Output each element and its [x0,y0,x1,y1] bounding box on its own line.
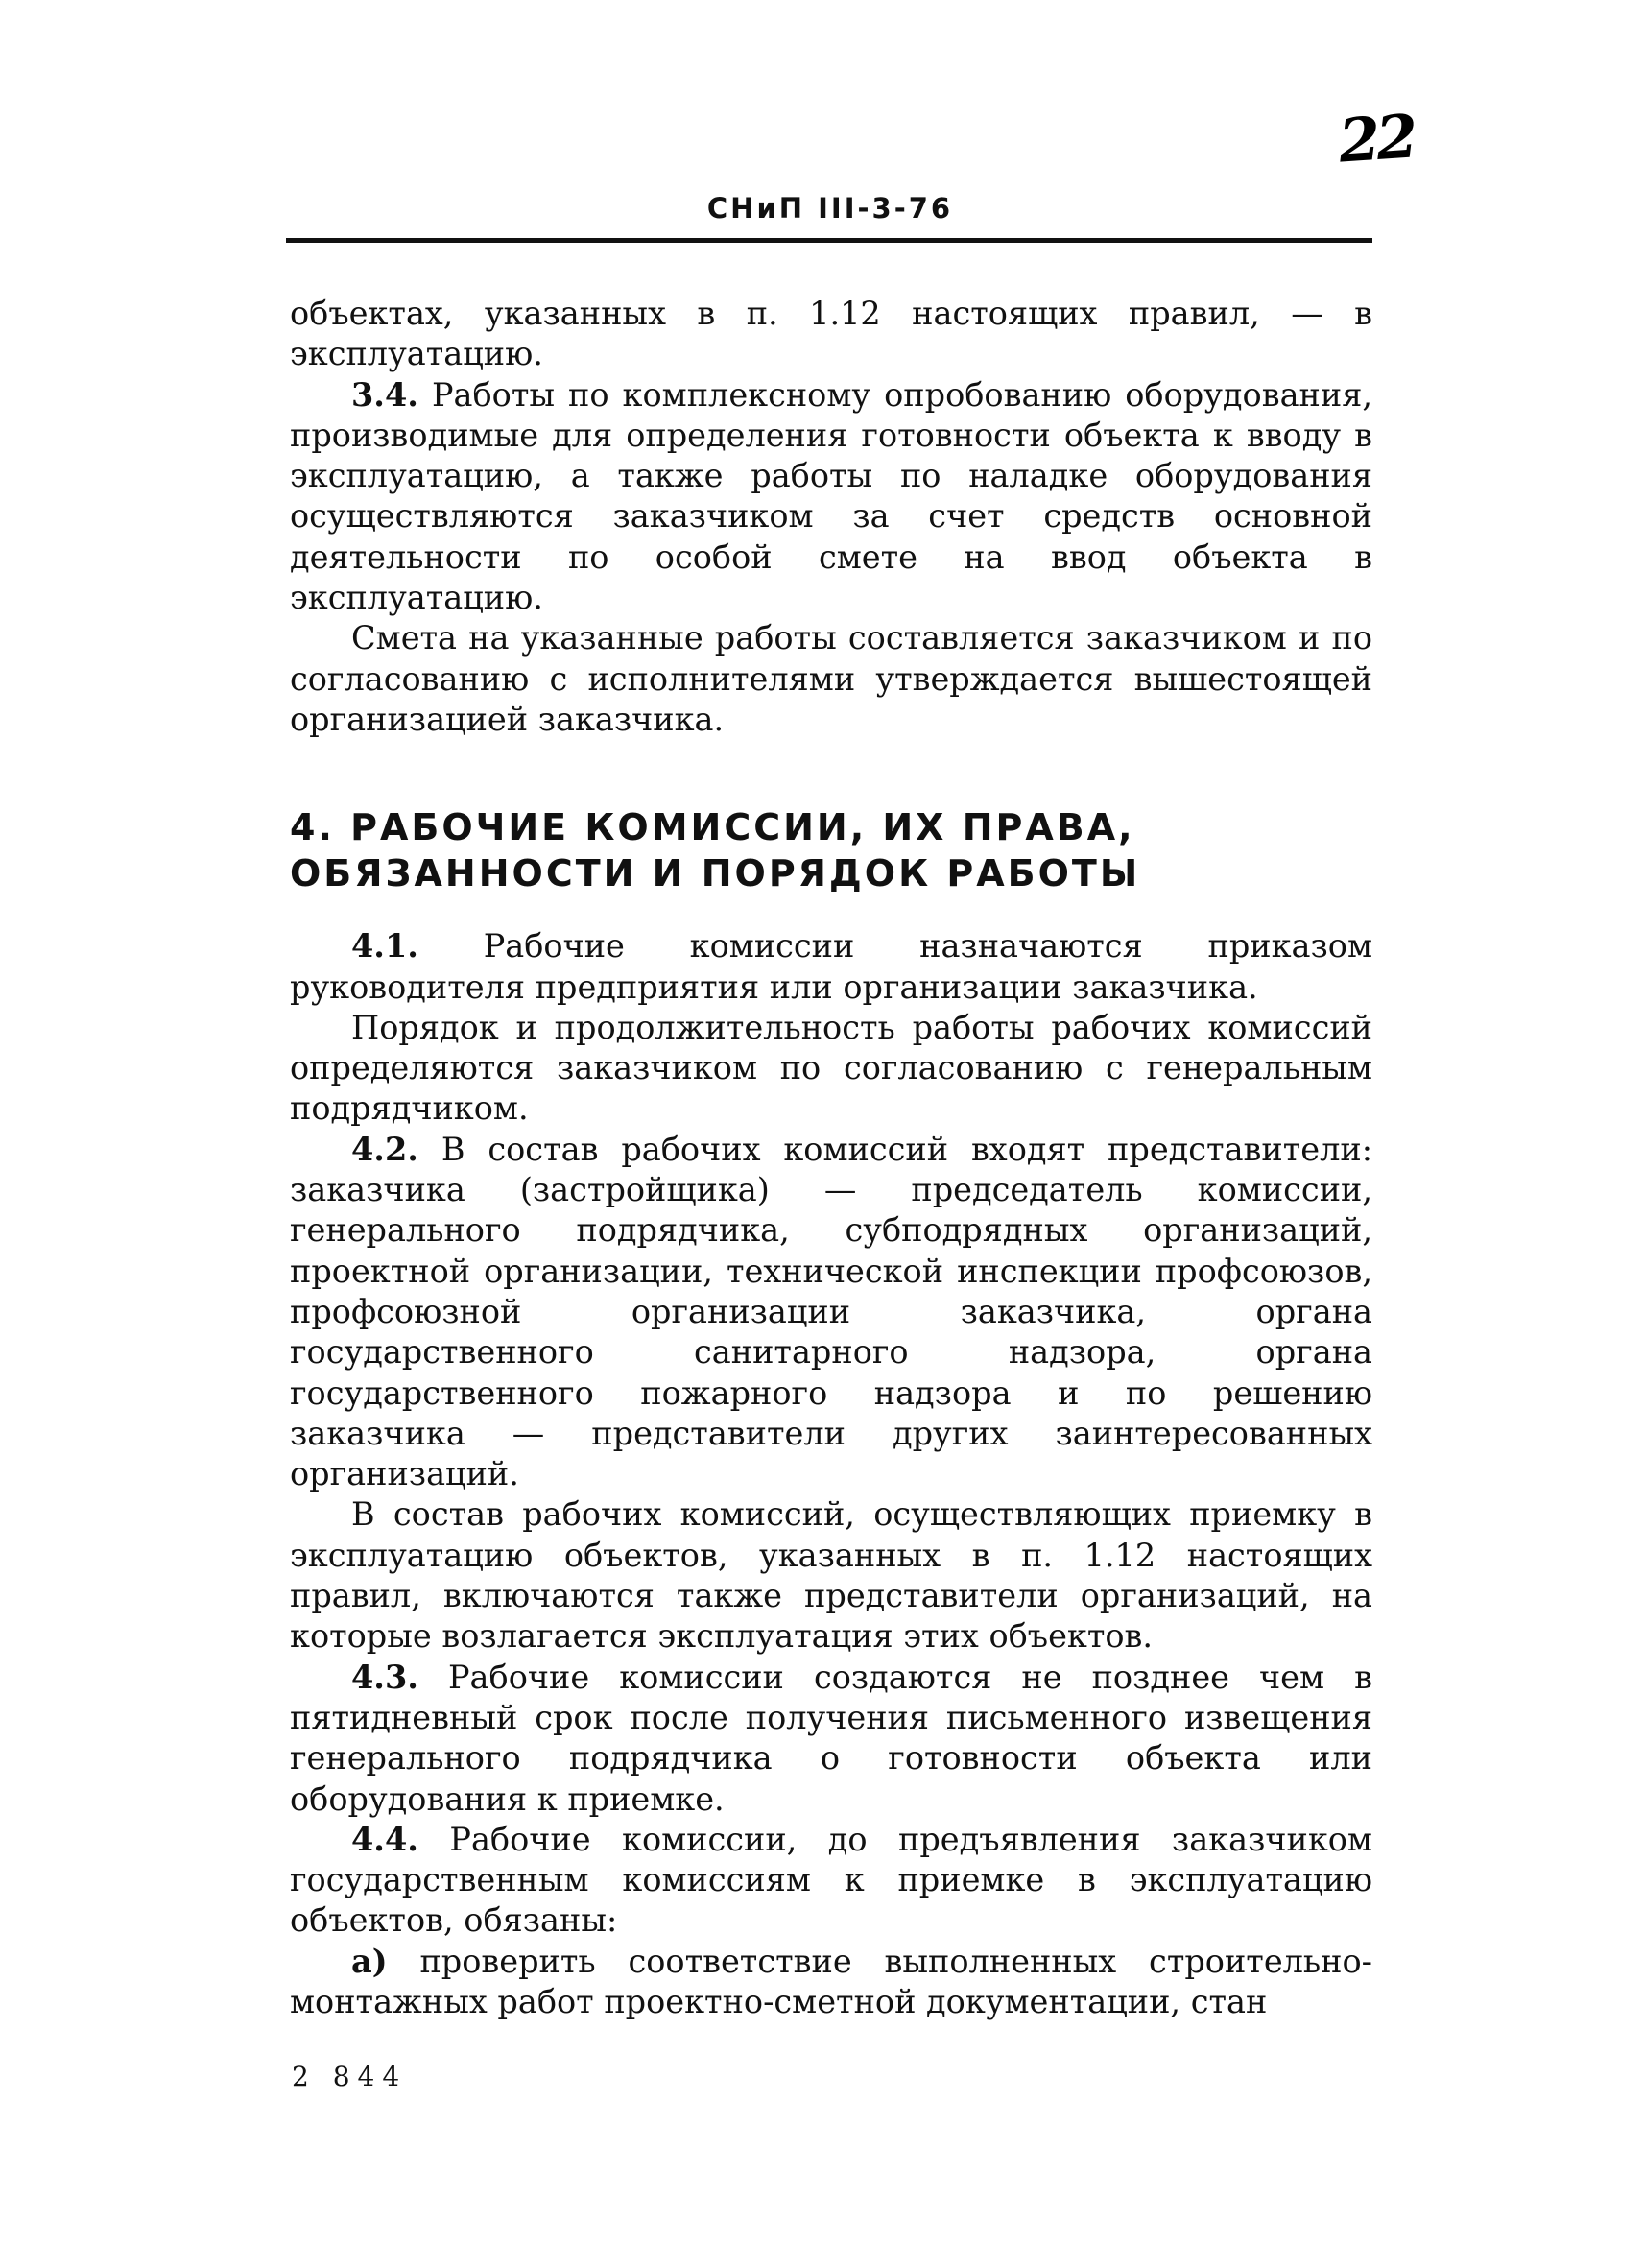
clause-number: 4.4. [351,1820,418,1858]
running-head: СНиП III-3-76 [706,192,954,225]
printer-signature: 2 844 [292,2061,408,2092]
paragraph-item-a: а) проверить соответствие выполненных строительно-монтажных работ проектно-сметной документации, стан [290,1942,1372,2020]
paragraph-4-1: 4.1. Рабочие комиссии назначаются приказом руководителя предприятия или организации заказчика. [290,927,1372,1006]
paragraph-procedure: Порядок и продолжительность работы рабочих комиссий определяются заказчиком по согласованию с генеральным подрядчиком. [290,1008,1372,1128]
clause-number: 4.2. [351,1130,418,1168]
item-letter: а) [351,1942,388,1980]
paragraph-estimate: Смета на указанные работы составляется заказчиком и по согласованию с исполнителями утверждается вышестоящей организацией заказчика. [290,619,1372,738]
section-heading-line-1: 4. РАБОЧИЕ КОМИССИИ, ИХ ПРАВА, [290,806,1135,849]
paragraph-continuation: объектах, указанных в п. 1.12 настоящих правил, — в эксплуатацию. [290,295,1372,373]
handwritten-page-number: 22 [1336,101,1417,177]
paragraph-4-2: 4.2. В состав рабочих комиссий входят представители: заказчика (застройщика) — председатель комиссии, генерального подрядчика, субподрядных организаций, проектной организации, технической инспекции профсоюзов, профсоюзной организации заказчика, органа государственного санитарного надзора, органа государственного пожарного надзора и по решению заказчика — представители других заинтересованных организаций. [290,1130,1372,1493]
header-rule [286,238,1372,243]
section-heading-line-2: ОБЯЗАННОСТИ И ПОРЯДОК РАБОТЫ [290,852,1141,895]
paragraph-4-3: 4.3. Рабочие комиссии создаются не позднее чем в пятидневный срок после получения письменного извещения генерального подрядчика о готовности объекта или оборудования к приемке. [290,1658,1372,1818]
paragraph-composition: В состав рабочих комиссий, осуществляющих приемку в эксплуатацию объектов, указанных в п. 1.12 настоящих правил, включаются также представители организаций, на которые возлагается эксплуатация этих объектов. [290,1495,1372,1656]
clause-number: 4.3. [351,1658,418,1696]
section-heading [290,804,1372,896]
clause-number: 3.4. [351,375,418,414]
paragraph-3-4: 3.4. Работы по комплексному опробованию оборудования, производимые для определения готовности объекта к вводу в эксплуатацию, а также работы по наладке оборудования осуществляются заказчиком за счет средств основной деятельности по особой смете на ввод объекта в эксплуатацию. [290,375,1372,617]
paragraph-4-4: 4.4. Рабочие комиссии, до предъявления заказчиком государственным комиссиям к приемке в эксплуатацию объектов, обязаны: [290,1820,1372,1940]
clause-number: 4.1. [351,927,418,966]
document-body [290,294,1372,2022]
